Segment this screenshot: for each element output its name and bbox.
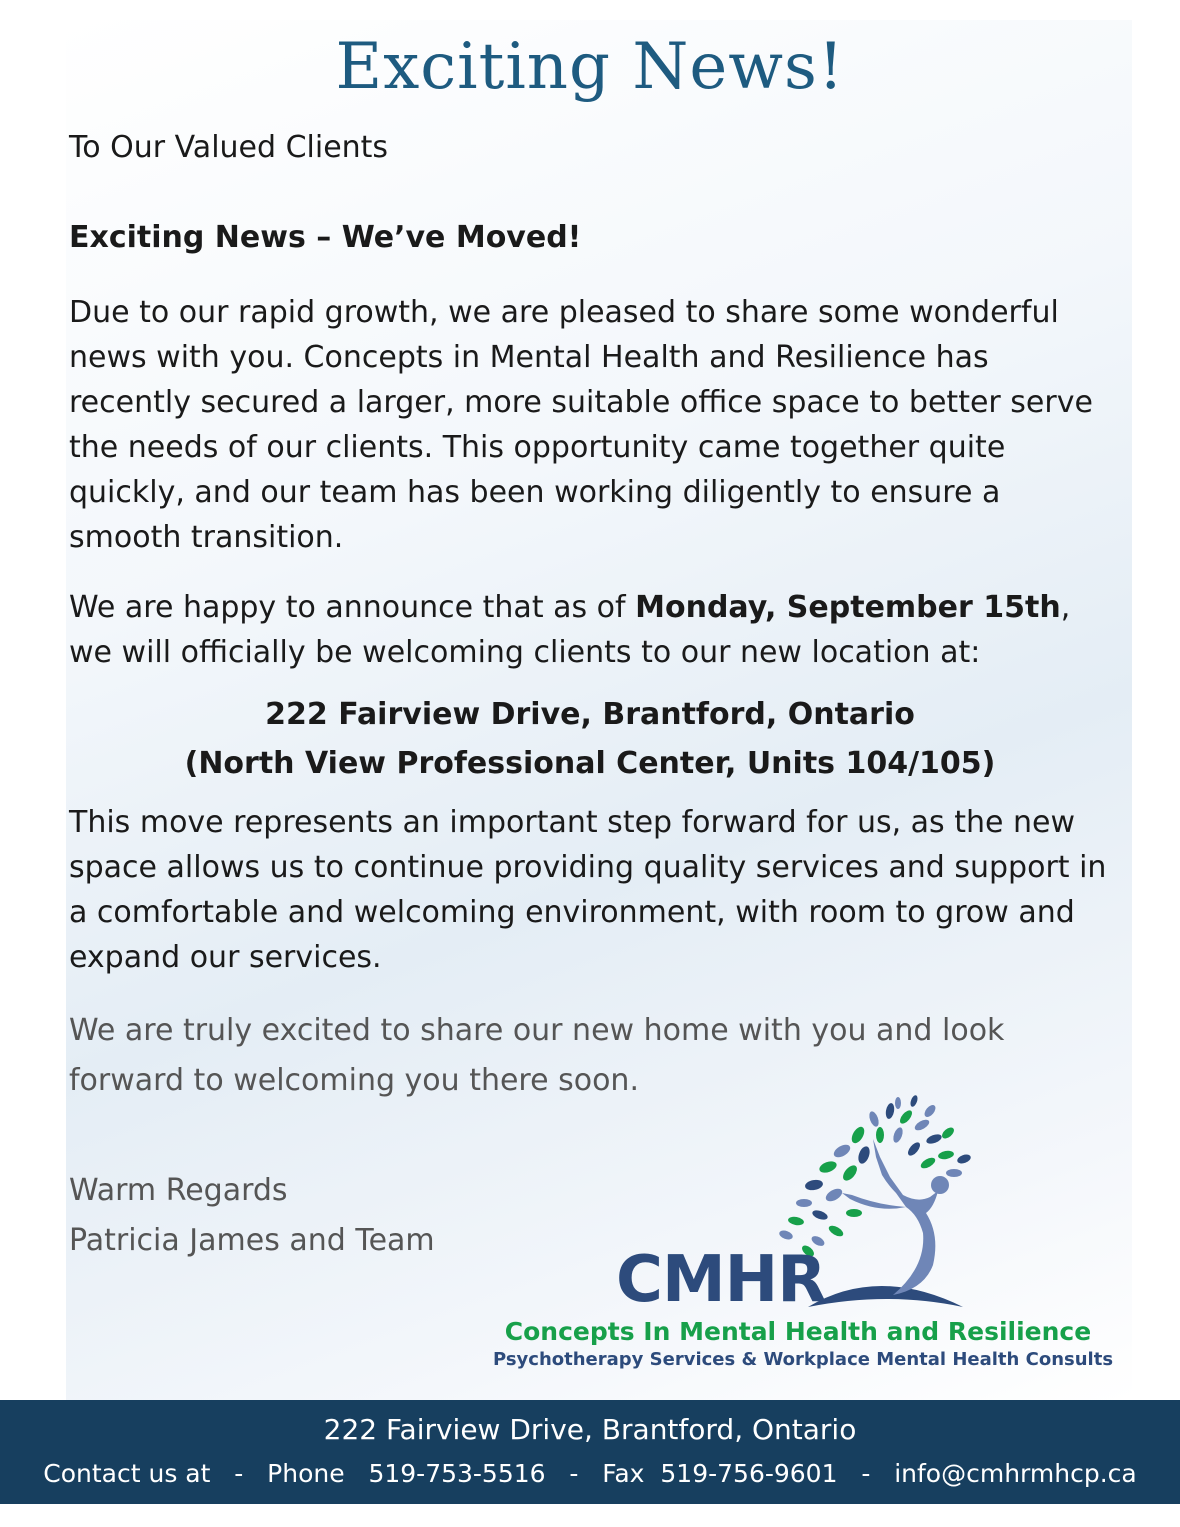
subheading: Exciting News – We’ve Moved! xyxy=(69,220,582,255)
salutation: To Our Valued Clients xyxy=(69,130,389,165)
phone-number[interactable]: 519-753-5516 xyxy=(368,1459,546,1488)
cmhr-logo xyxy=(478,1095,1138,1385)
paragraph-closing: We are truly excited to share our new home with you and look forward to welcoming you there soon. xyxy=(69,1013,1005,1098)
footer-contact xyxy=(0,1459,1180,1488)
separator: - xyxy=(234,1459,244,1488)
paragraph-move: This move represents an important step forward for us, as the new space allows us to continue providing quality services and support in a comfortable and welcoming environment, with room to grow and expand our services. xyxy=(69,805,1107,975)
move-date: Monday, September 15th xyxy=(635,590,1061,625)
signature: Patricia James and Team xyxy=(69,1223,435,1258)
logo-organization-name: Concepts In Mental Health and Resilience xyxy=(504,1317,1092,1346)
fax-label: Fax xyxy=(602,1459,645,1488)
separator: - xyxy=(569,1459,579,1488)
closing-text: Warm Regards xyxy=(69,1173,288,1208)
paragraph-growth: Due to our rapid growth, we are pleased to share some wonderful news with you. Concepts in Mental Health and Resilience has recently secured a larger, more suitable office space to better serve the needs of our clients. This opportunity came together quite quickly, and our team has been working diligently to ensure a smooth transition. xyxy=(69,295,1093,555)
new-address-line-2: (North View Professional Center, Units 104/105) xyxy=(184,746,996,781)
contact-label: Contact us at xyxy=(43,1459,211,1488)
separator: - xyxy=(861,1459,871,1488)
logo-tagline: Psychotherapy Services & Workplace Mental Health Consults xyxy=(492,1349,1114,1370)
email-link[interactable]: info@cmhrmhcp.ca xyxy=(894,1459,1137,1488)
footer-address: 222 Fairview Drive, Brantford, Ontario xyxy=(323,1413,857,1446)
fax-number: 519-756-9601 xyxy=(660,1459,838,1488)
announcement-text-end: , we will officially be welcoming clients to our new location at: xyxy=(69,590,1071,670)
logo-letters: CMHR xyxy=(616,1243,826,1317)
new-address-line-1: 222 Fairview Drive, Brantford, Ontario xyxy=(265,697,915,732)
phone-label: Phone xyxy=(267,1459,345,1488)
paragraph-announcement xyxy=(69,585,1109,675)
announcement-text-start: We are happy to announce that as of xyxy=(69,590,636,625)
headline: Exciting News! xyxy=(335,30,845,104)
